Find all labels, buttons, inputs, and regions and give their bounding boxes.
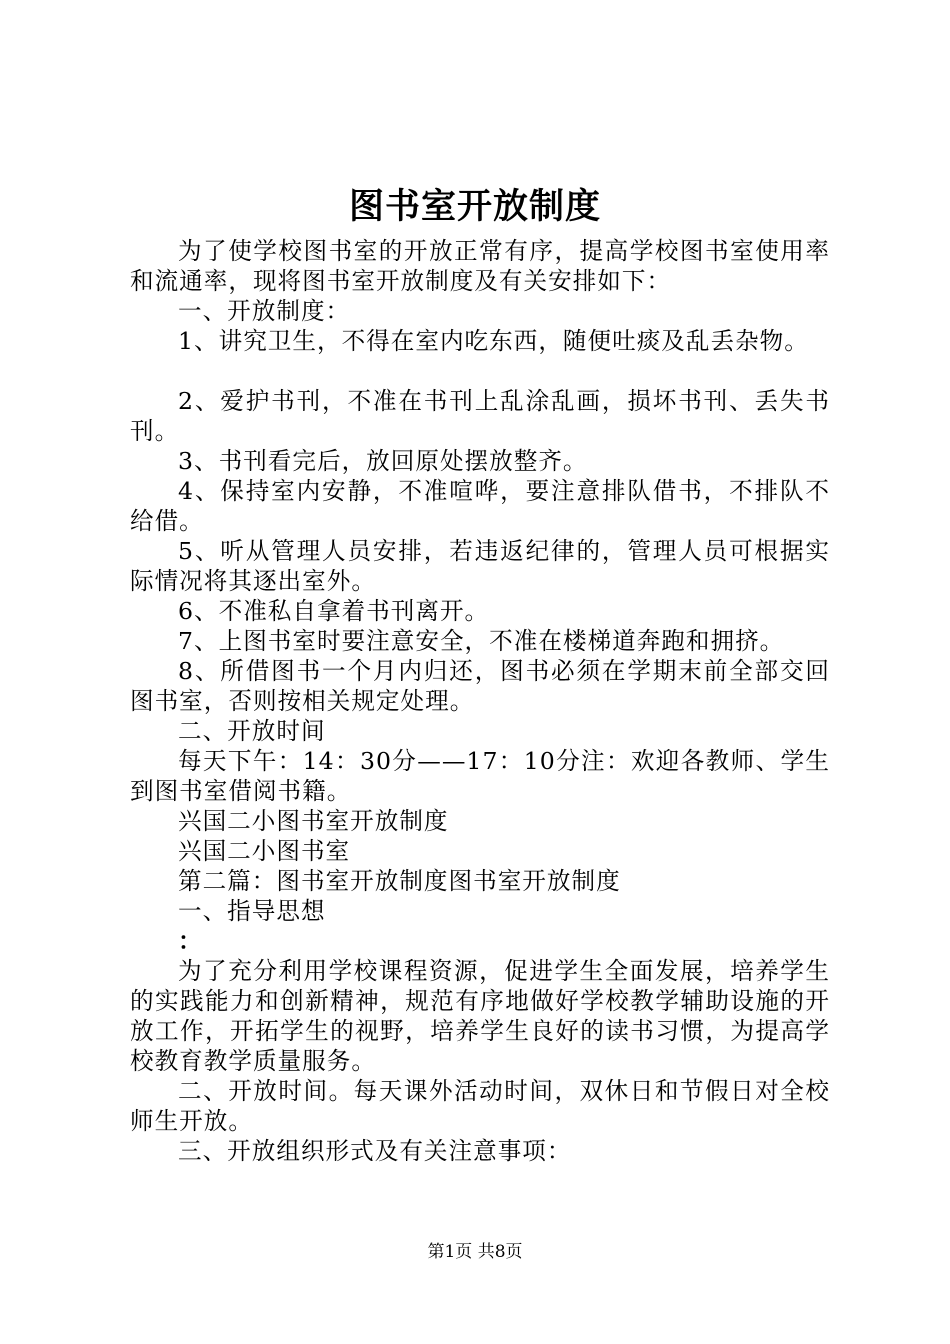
section-heading-open-rules: 一、开放制度： [178, 297, 351, 325]
part-two-heading: 第二篇：图书室开放制度图书室开放制度 [178, 867, 621, 895]
guiding-idea-paragraph: 为了充分利用学校课程资源，促进学生全面发展，培养学生的实践能力和创新精神，规范有序地做好学校教学辅助设施的开放工作，开拓学生的视野，培养学生良好的读书习惯，为提高学校教育教学质量服务。 [130, 957, 830, 1075]
page-footer: 第1页 共8页 [427, 1242, 523, 1262]
rule-item-4: 4、保持室内安静，不准喧哗，要注意排队借书，不排队不给借。 [130, 477, 830, 535]
rule-item-8: 8、所借图书一个月内归还，图书必须在学期末前全部交回图书室，否则按相关规定处理。 [130, 657, 830, 715]
section-heading-open-time: 二、开放时间 [178, 717, 326, 745]
open-time-paragraph: 每天下午：14：30分——17：10分注：欢迎各教师、学生到图书室借阅书籍。 [130, 747, 830, 805]
rule-item-2: 2、爱护书刊，不准在书刊上乱涂乱画，损坏书刊、丢失书刊。 [130, 387, 830, 445]
document-title: 图书室开放制度 [348, 186, 601, 227]
section-heading-guiding-idea: 一、指导思想 [178, 897, 326, 925]
document-body [130, 236, 830, 1166]
rule-item-1: 1、讲究卫生，不得在室内吃东西，随便吐痰及乱丢杂物。 [178, 327, 809, 355]
rule-item-6: 6、不准私自拿着书刊离开。 [178, 597, 490, 625]
intro-paragraph: 为了使学校图书室的开放正常有序，提高学校图书室使用率和流通率，现将图书室开放制度及有关安排如下： [130, 237, 830, 295]
signature-title: 兴国二小图书室开放制度 [178, 807, 449, 835]
blank-line [130, 356, 830, 386]
organization-section-heading: 三、开放组织形式及有关注意事项： [178, 1137, 572, 1165]
rule-item-3: 3、书刊看完后，放回原处摆放整齐。 [178, 447, 588, 475]
rule-item-7: 7、上图书室时要注意安全，不准在楼梯道奔跑和拥挤。 [178, 627, 785, 655]
rule-item-5: 5、听从管理人员安排，若违返纪律的，管理人员可根据实际情况将其逐出室外。 [130, 537, 830, 595]
signature-org: 兴国二小图书室 [178, 837, 351, 865]
open-time-section: 二、开放时间。每天课外活动时间，双休日和节假日对全校师生开放。 [130, 1077, 830, 1135]
colon-line: ： [178, 927, 203, 955]
